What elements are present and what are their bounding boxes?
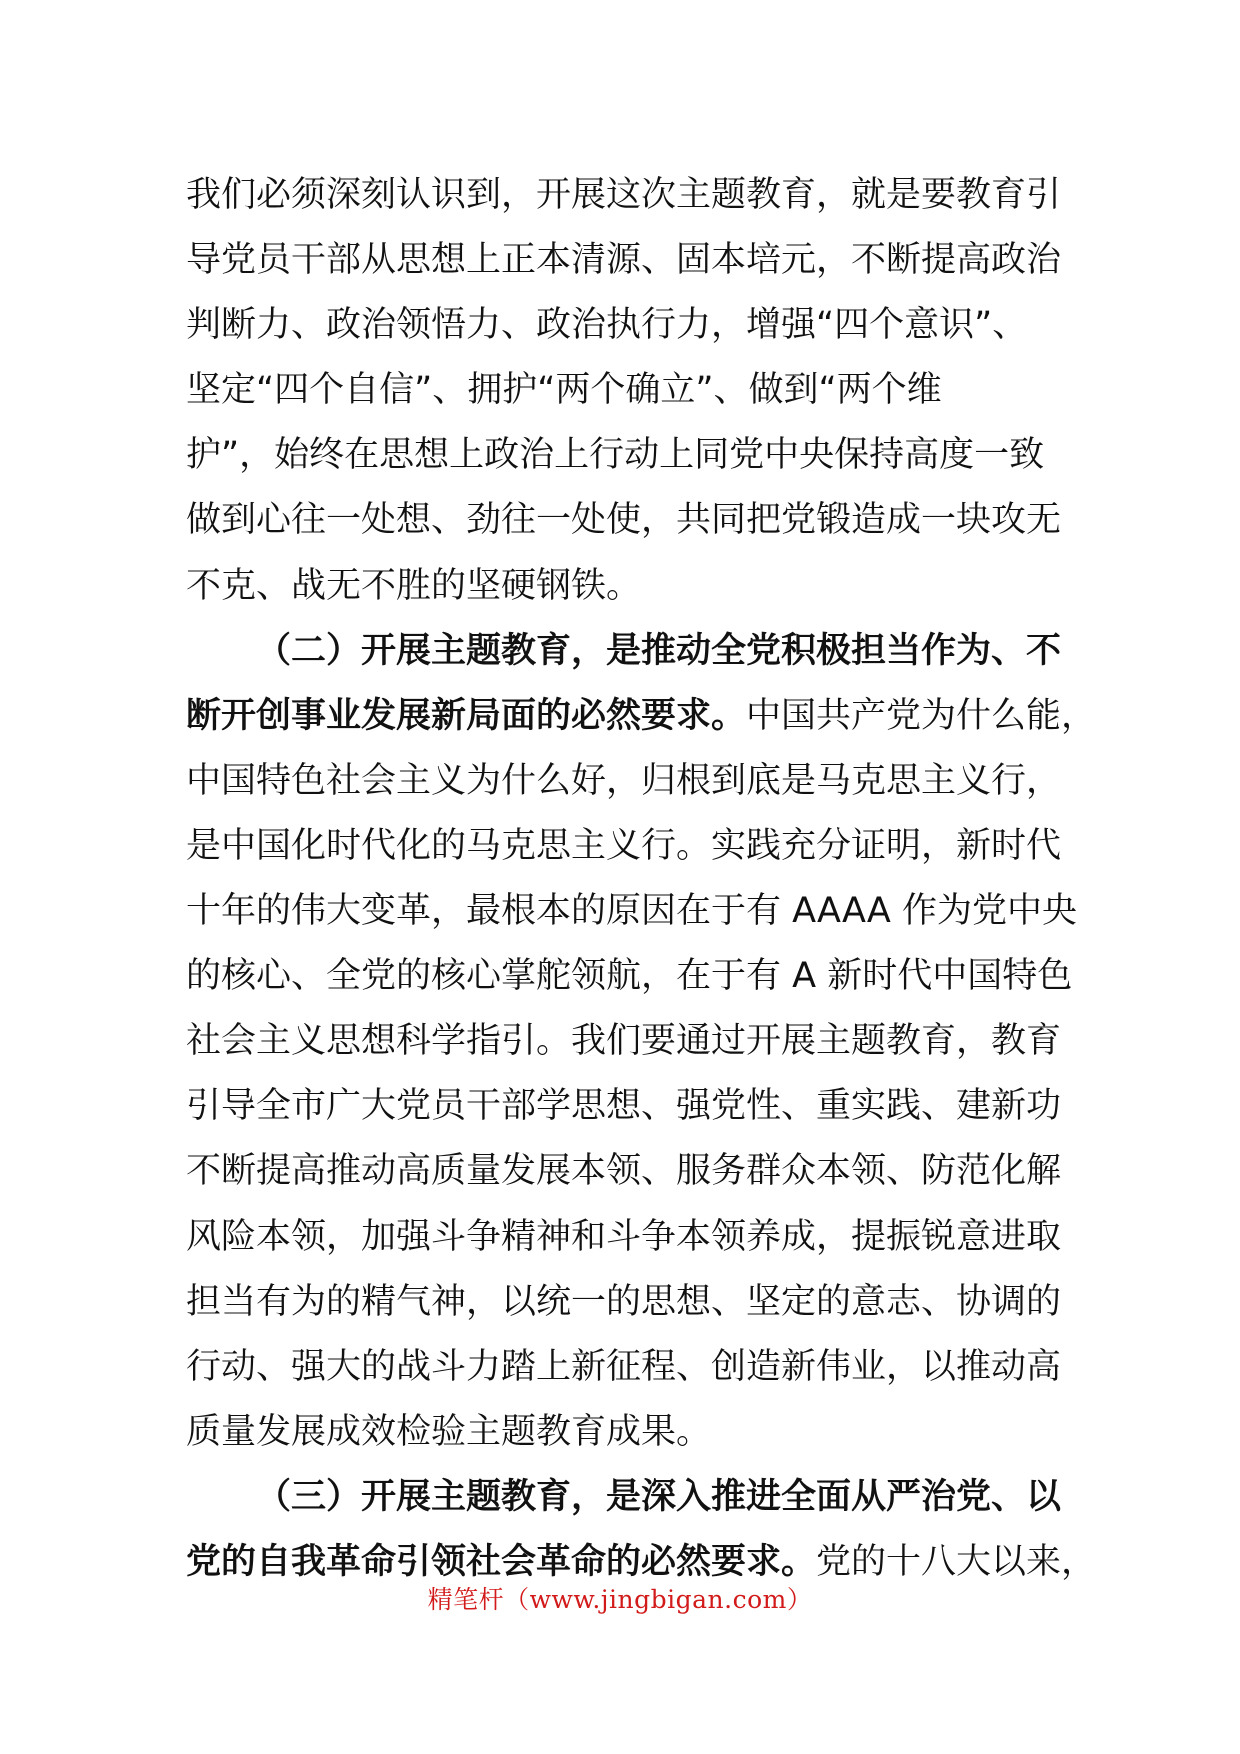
text-line: 行动、强大的战斗力踏上新征程、创造新伟业，以推动高	[186, 1346, 1062, 1387]
text-line: 我们必须深刻认识到，开展这次主题教育，就是要教育引	[186, 175, 1062, 215]
text-line: 社会主义思想科学指引。我们要通过开展主题教育，教育	[186, 1021, 1062, 1062]
text-line: 风险本领，加强斗争精神和斗争本领养成，提振锐意进取	[186, 1216, 1062, 1257]
text-line: 做到心往一处想、劲往一处使，共同把党锻造成一块攻无	[186, 500, 1062, 541]
text-line: 十年的伟大变革，最根本的原因在于有 AAAA 作为党中央	[186, 891, 1077, 932]
text-line: 是中国化时代化的马克思主义行。实践充分证明，新时代	[186, 825, 1062, 866]
text-line: 不克、战无不胜的坚硬钢铁。	[186, 565, 642, 606]
text-line: 引导全市广大党员干部学思想、强党性、重实践、建新功	[186, 1086, 1062, 1127]
footer-watermark: 精笔杆（www.jingbigan.com）	[427, 1585, 813, 1614]
text-line: 中国特色社会主义为什么好，归根到底是马克思主义行，	[186, 760, 1062, 801]
text-line: 坚定“四个自信”、拥护“两个确立”、做到“两个维	[186, 370, 942, 411]
text-line: 的核心、全党的核心掌舵领航，在于有 A 新时代中国特色	[186, 956, 1073, 997]
text-line: 导党员干部从思想上正本清源、固本培元，不断提高政治	[186, 240, 1062, 281]
text-line: 党的自我革命引领社会革命的必然要求。党的十八大以来，	[186, 1541, 1097, 1582]
text-line: 质量发展成效检验主题教育成果。	[186, 1411, 712, 1452]
text-line: 判断力、政治领悟力、政治执行力，增强“四个意识”、	[186, 305, 1028, 346]
section-heading-2: （二）开展主题教育，是推动全党积极担当作为、不	[256, 630, 1062, 671]
text-line: 断开创事业发展新局面的必然要求。中国共产党为什么能，	[186, 695, 1097, 736]
text-line: 护”，始终在思想上政治上行动上同党中央保持高度一致	[186, 435, 1045, 476]
text-line: 不断提高推动高质量发展本领、服务群众本领、防范化解	[186, 1151, 1062, 1192]
section-heading-3: （三）开展主题教育，是深入推进全面从严治党、以	[256, 1476, 1062, 1517]
text-line: 担当有为的精气神，以统一的思想、坚定的意志、协调的	[186, 1281, 1062, 1322]
body-text	[186, 163, 1097, 1595]
